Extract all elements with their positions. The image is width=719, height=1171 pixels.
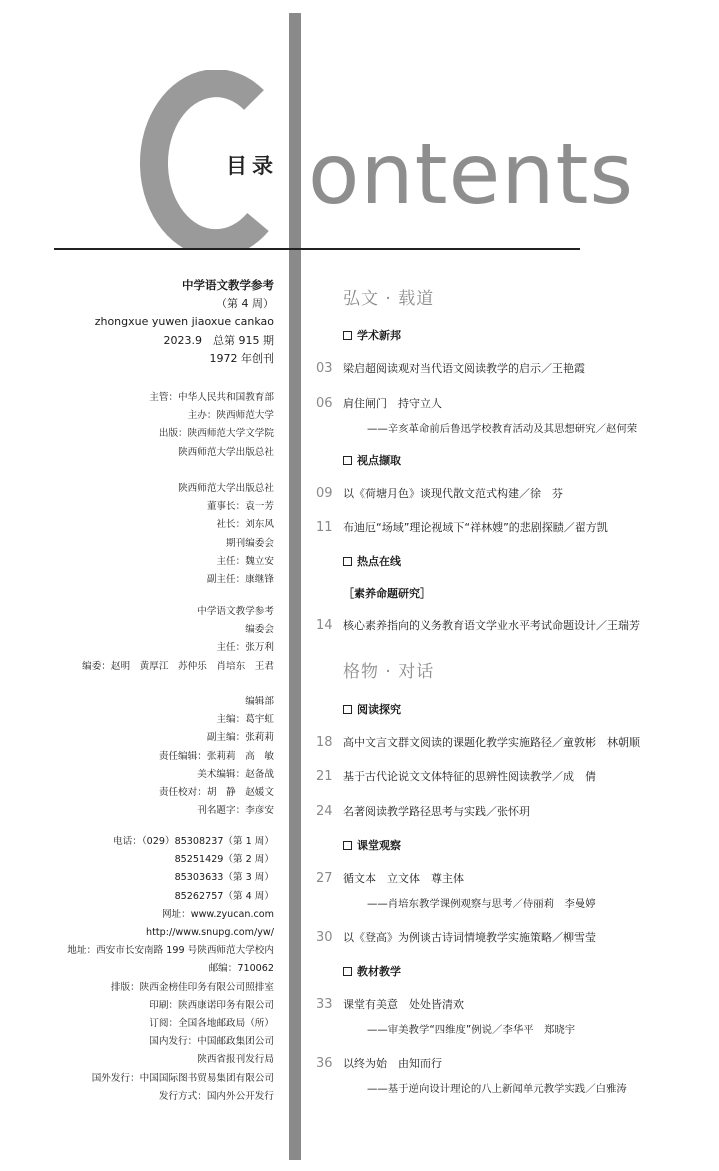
publication-issue: 2023.9 总第 915 期 <box>163 333 274 347</box>
masthead-line: 期刊编委会 <box>226 537 274 549</box>
publication-founded: 1972 年创刊 <box>209 352 274 365</box>
masthead-line: 订阅：全国各地邮政局（所） <box>149 1018 274 1030</box>
page-number: 21 <box>316 769 333 784</box>
article-title: 课堂有美意 处处皆清欢 <box>343 998 464 1011</box>
checkbox-square-icon <box>343 557 352 566</box>
toc-title-cn: 目录 <box>226 153 278 178</box>
article-title: 基于古代论说文文体特征的思辨性阅读教学／成 倩 <box>343 770 596 783</box>
page-number: 06 <box>316 396 333 411</box>
page-number: 30 <box>316 930 333 945</box>
masthead-line: 85251429（第 2 周） <box>174 854 274 866</box>
masthead-line: 陕西省报刊发行局 <box>197 1054 274 1066</box>
page-number: 36 <box>316 1056 333 1071</box>
article-title: 以《荷塘月色》谈现代散文范式构建／徐 芬 <box>343 487 563 500</box>
masthead-line: 发行方式：国内外公开发行 <box>158 1090 274 1102</box>
header-rule <box>54 248 580 250</box>
toc-entry[interactable] <box>316 395 442 411</box>
article-subtitle: ——基于逆向设计理论的八上新闻单元教学实践／白雅涛 <box>367 1083 627 1095</box>
toc-entry[interactable] <box>316 1055 442 1071</box>
masthead-line: 主办：陕西师范大学 <box>187 410 274 422</box>
masthead-line: 主编：葛宇虹 <box>216 714 274 726</box>
page-number: 11 <box>316 520 333 535</box>
page-number: 14 <box>316 618 333 633</box>
article-title: 肩住闸门 持守立人 <box>343 397 442 410</box>
masthead-group-publisher <box>178 480 274 589</box>
masthead-line: 编辑部 <box>245 696 274 707</box>
checkbox-square-icon <box>343 456 352 465</box>
masthead-line: 主任：张万利 <box>216 642 274 654</box>
masthead-line: 国外发行：中国国际图书贸易集团有限公司 <box>91 1072 274 1084</box>
page-number: 09 <box>316 486 333 501</box>
column-heading: 阅读探究 <box>343 701 401 717</box>
masthead-line: 责任编辑：张莉莉 高 敏 <box>158 750 274 762</box>
column-heading: 课堂观察 <box>343 837 401 853</box>
page-number: 24 <box>316 804 333 819</box>
toc-entry[interactable] <box>316 734 640 750</box>
page-number: 03 <box>316 361 333 376</box>
column-heading: 学术新邦 <box>343 327 401 343</box>
masthead-line: 美术编辑：赵备战 <box>197 768 274 780</box>
masthead-line: 印刷：陕西康诺印务有限公司 <box>149 999 274 1011</box>
masthead-group-sponsors <box>149 389 274 462</box>
toc-entry[interactable] <box>316 929 596 945</box>
column-heading: 热点在线 <box>343 553 401 569</box>
publication-name: 中学语文教学参考 <box>182 278 274 292</box>
section-heading: 弘文 · 载道 <box>343 289 435 309</box>
article-title: 名著阅读教学路径思考与实践／张怀玥 <box>343 805 530 818</box>
article-title: 以终为始 由知而行 <box>343 1057 442 1070</box>
masthead-line: 国内发行：中国邮政集团公司 <box>149 1036 274 1048</box>
masthead-line: 责任校对：胡 静 赵媛文 <box>158 787 274 799</box>
publication-info <box>95 276 274 369</box>
masthead-line: 陕西师范大学出版总社 <box>178 446 274 458</box>
masthead-line: 中学语文教学参考 <box>197 606 274 617</box>
masthead-line: 85262757（第 4 周） <box>174 890 274 902</box>
toc-entry[interactable] <box>316 519 608 535</box>
toc-entry[interactable] <box>316 870 464 886</box>
masthead-line: 电话：（029）85308237（第 1 周） <box>113 836 274 847</box>
masthead-line: 网址：www.zyucan.com <box>161 908 274 920</box>
masthead-line: 主管：中华人民共和国教育部 <box>149 392 274 403</box>
article-title: 核心素养指向的义务教育语文学业水平考试命题设计／王瑞芳 <box>343 619 640 632</box>
article-title: 循文本 立文体 尊主体 <box>343 872 464 885</box>
vertical-divider-bar <box>289 13 301 1160</box>
publication-week: （第 4 周） <box>216 296 274 310</box>
checkbox-square-icon <box>343 331 352 340</box>
article-title: 以《登高》为例谈古诗词情境教学实施策略／柳雪莹 <box>343 931 596 944</box>
masthead-line: 社长：刘东风 <box>216 519 274 531</box>
masthead-line: 刊名题字：李彦安 <box>197 805 274 817</box>
masthead-line: 董事长：袁一芳 <box>206 501 274 513</box>
masthead-line: 编委：赵明 黄厚江 苏仲乐 肖培东 王君 <box>82 660 274 672</box>
article-subtitle: ——辛亥革命前后鲁迅学校教育活动及其思想研究／赵何荣 <box>367 423 638 435</box>
column-heading: 教材教学 <box>343 963 401 979</box>
contents-word: ontents <box>308 125 635 223</box>
masthead-line: 邮编：710062 <box>208 963 274 975</box>
article-title: 梁启超阅读观对当代语文阅读教学的启示／王艳霞 <box>343 362 585 375</box>
masthead-line: 排版：陕西金榜佳印务有限公司照排室 <box>110 981 274 993</box>
toc-entry[interactable] <box>316 768 596 784</box>
column-heading: 视点撷取 <box>343 452 401 468</box>
article-title: 高中文言文群文阅读的课题化教学实施路径／童敦彬 林朝顺 <box>343 736 640 749</box>
masthead-line: 出版：陕西师范大学文学院 <box>158 428 274 440</box>
checkbox-square-icon <box>343 967 352 976</box>
masthead-line: 85303633（第 3 周） <box>174 872 274 884</box>
masthead-group-editorial-office <box>159 693 274 820</box>
masthead-line: http://www.snupg.com/yw/ <box>146 927 274 939</box>
toc-entry[interactable] <box>316 996 464 1012</box>
masthead-line: 主任：魏立安 <box>216 555 274 567</box>
checkbox-square-icon <box>343 705 352 714</box>
checkbox-square-icon <box>343 841 352 850</box>
toc-entry[interactable] <box>316 485 563 501</box>
article-subtitle: ——审美教学“四维度”例说／李华平 郑晓宇 <box>367 1024 576 1036</box>
publication-pinyin: zhongxue yuwen jiaoxue cankao <box>94 315 274 328</box>
section-heading: 格物 · 对话 <box>343 662 435 682</box>
masthead-group-contact <box>67 833 274 1106</box>
sub-column-heading: ［素养命题研究］ <box>343 587 431 600</box>
page-number: 27 <box>316 871 333 886</box>
toc-entry[interactable] <box>316 360 585 376</box>
toc-entry[interactable] <box>316 617 640 633</box>
page-number: 18 <box>316 735 333 750</box>
article-title: 布迪厄“场域”理论视域下“祥林嫂”的悲剧探赜／翟方凯 <box>343 521 608 534</box>
masthead-line: 副主任：康继锋 <box>206 574 274 586</box>
masthead-line: 编委会 <box>245 624 274 636</box>
article-subtitle: ——肖培东教学课例观察与思考／侍丽莉 李曼婷 <box>367 898 596 910</box>
masthead-group-editorial-board <box>82 603 274 676</box>
masthead-line: 陕西师范大学出版总社 <box>178 483 274 494</box>
toc-entry[interactable] <box>316 803 530 819</box>
masthead-line: 副主编：张莉莉 <box>206 732 274 744</box>
page-number: 33 <box>316 997 333 1012</box>
masthead-line: 地址：西安市长安南路 199 号陕西师范大学校内 <box>67 945 274 957</box>
